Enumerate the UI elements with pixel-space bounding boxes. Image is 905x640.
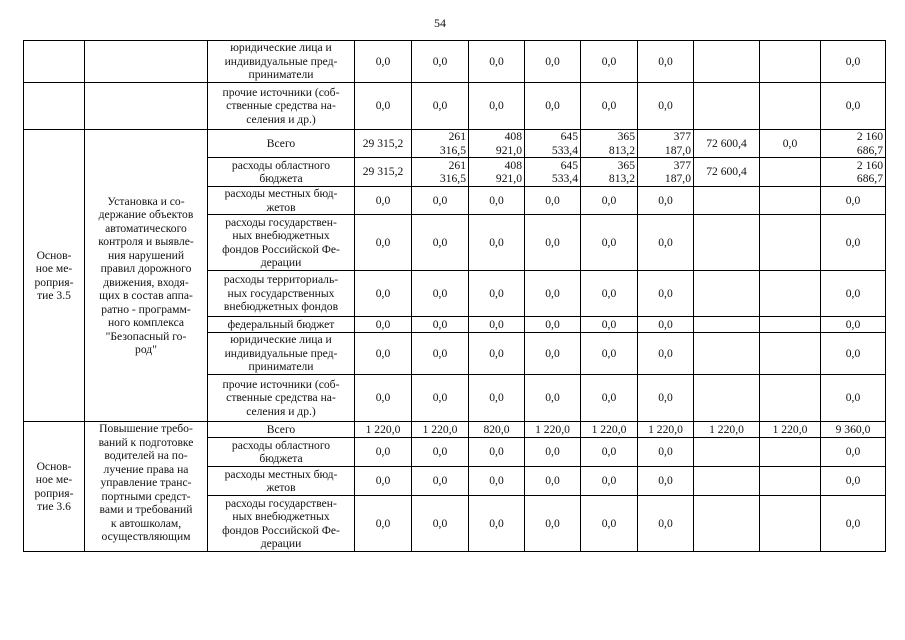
value-cell xyxy=(638,496,694,552)
value-cell xyxy=(355,467,412,496)
value-cell-text: 0,0 xyxy=(375,391,391,405)
value-cell-text: 0,0 xyxy=(375,54,391,68)
value-cell xyxy=(581,422,638,438)
value-cell-text: 0,0 xyxy=(375,445,391,459)
value-cell-text: 0,0 xyxy=(658,317,673,331)
value-cell xyxy=(760,333,821,375)
value-cell xyxy=(694,130,760,158)
value-cell xyxy=(638,130,694,158)
source-cell xyxy=(208,41,355,83)
value-cell xyxy=(821,438,886,467)
value-cell-text: 0,0 xyxy=(375,346,391,360)
value-cell xyxy=(638,271,694,317)
value-cell-text: 0,0 xyxy=(601,99,617,113)
value-cell-text: 0,0 xyxy=(601,235,617,249)
value-cell xyxy=(760,496,821,552)
value-cell xyxy=(355,41,412,83)
value-cell xyxy=(525,438,581,467)
value-cell xyxy=(355,130,412,158)
value-cell xyxy=(355,158,412,187)
value-cell-text: 0,0 xyxy=(601,445,617,459)
source-cell xyxy=(208,215,355,271)
value-cell xyxy=(821,83,886,130)
source-cell xyxy=(208,317,355,333)
value-cell xyxy=(469,375,525,422)
value-cell-text: 0,0 xyxy=(845,317,861,331)
value-cell xyxy=(355,333,412,375)
value-cell xyxy=(355,187,412,215)
value-cell xyxy=(821,158,886,187)
value-cell-text: 0,0 xyxy=(845,99,861,113)
value-cell-text: 0,0 xyxy=(489,99,504,113)
value-cell-text: 0,0 xyxy=(658,235,673,249)
value-cell xyxy=(412,271,469,317)
value-cell xyxy=(412,467,469,496)
value-cell xyxy=(581,130,638,158)
value-cell xyxy=(469,317,525,333)
value-cell xyxy=(821,333,886,375)
measure-code-cell-text: Основ- ное ме- роприя- тие 3.6 xyxy=(34,459,74,513)
value-cell-text: 0,0 xyxy=(658,193,673,207)
value-cell xyxy=(525,467,581,496)
source-cell-text: расходы территориаль- ных государственных внебюджетных фондов xyxy=(223,273,339,314)
value-cell-text: 0,0 xyxy=(545,193,560,207)
code-cell-empty xyxy=(24,41,85,83)
value-cell-text: 0,0 xyxy=(375,286,391,300)
value-cell xyxy=(581,496,638,552)
value-cell xyxy=(412,215,469,271)
value-cell xyxy=(581,41,638,83)
value-cell xyxy=(638,83,694,130)
value-cell xyxy=(525,130,581,158)
value-cell-text: 0,0 xyxy=(489,516,504,530)
value-cell-text: 0,0 xyxy=(845,445,861,459)
value-cell xyxy=(581,83,638,130)
value-cell-text: 0,0 xyxy=(658,286,673,300)
value-cell-text: 1 220,0 xyxy=(535,422,570,436)
value-cell xyxy=(638,422,694,438)
value-cell-text: 0,0 xyxy=(375,516,391,530)
value-cell xyxy=(469,496,525,552)
measure-code-cell xyxy=(24,130,85,422)
measure-name-cell-text: Установка и со- держание объектов автоматического контроля и выявле- ния нарушений правил дорожного движения, входя- щих в состав аппа- ратно - программ- ного комплекса "Безопасный го- род" xyxy=(98,194,194,356)
value-cell-text: 0,0 xyxy=(545,391,560,405)
value-cell-text: 0,0 xyxy=(375,474,391,488)
value-cell-text: 645 533,4 xyxy=(551,130,578,157)
source-cell xyxy=(208,130,355,158)
value-cell-text: 0,0 xyxy=(432,391,448,405)
value-cell-text: 0,0 xyxy=(845,516,861,530)
value-cell-text: 0,0 xyxy=(601,193,617,207)
value-cell xyxy=(412,317,469,333)
value-cell-text: 0,0 xyxy=(432,317,448,331)
value-cell xyxy=(760,467,821,496)
source-cell xyxy=(208,187,355,215)
value-cell xyxy=(355,215,412,271)
source-cell-text: расходы государствен- ных внебюджетных фондов Российской Фе- дерации xyxy=(222,496,340,550)
value-cell-text: 261 316,5 xyxy=(439,130,466,157)
value-cell xyxy=(760,438,821,467)
value-cell-text: 377 187,0 xyxy=(664,130,691,157)
value-cell-text: 0,0 xyxy=(432,445,448,459)
value-cell xyxy=(638,467,694,496)
value-cell-text: 0,0 xyxy=(601,317,617,331)
value-cell-text: 365 813,2 xyxy=(608,158,635,185)
source-cell xyxy=(208,83,355,130)
value-cell-text: 0,0 xyxy=(489,193,504,207)
value-cell xyxy=(694,158,760,187)
value-cell-text: 0,0 xyxy=(432,346,448,360)
value-cell xyxy=(525,41,581,83)
value-cell-text: 0,0 xyxy=(489,235,504,249)
value-cell-text: 0,0 xyxy=(658,99,673,113)
value-cell xyxy=(525,422,581,438)
source-cell-text: федеральный бюджет xyxy=(227,317,335,331)
value-cell-text: 0,0 xyxy=(782,136,798,150)
value-cell xyxy=(694,375,760,422)
measure-name-cell xyxy=(85,130,208,422)
value-cell xyxy=(412,375,469,422)
value-cell xyxy=(694,438,760,467)
source-cell xyxy=(208,375,355,422)
value-cell xyxy=(581,271,638,317)
value-cell xyxy=(581,375,638,422)
value-cell-text: 0,0 xyxy=(432,193,448,207)
value-cell xyxy=(525,83,581,130)
value-cell xyxy=(694,215,760,271)
value-cell-text: 1 220,0 xyxy=(591,422,627,436)
value-cell xyxy=(760,41,821,83)
value-cell xyxy=(412,333,469,375)
value-cell-text: 0,0 xyxy=(601,516,617,530)
value-cell xyxy=(821,317,886,333)
value-cell xyxy=(638,438,694,467)
value-cell xyxy=(469,333,525,375)
value-cell xyxy=(638,187,694,215)
value-cell-text: 0,0 xyxy=(545,286,560,300)
value-cell xyxy=(469,130,525,158)
value-cell xyxy=(760,83,821,130)
value-cell xyxy=(525,333,581,375)
value-cell-text: 0,0 xyxy=(658,346,673,360)
value-cell-text: 9 360,0 xyxy=(835,422,871,436)
name-cell-empty xyxy=(85,83,208,130)
value-cell xyxy=(694,422,760,438)
value-cell xyxy=(760,187,821,215)
value-cell-text: 0,0 xyxy=(545,235,560,249)
page-number: 54 xyxy=(434,16,446,30)
value-cell xyxy=(821,215,886,271)
value-cell-text: 377 187,0 xyxy=(664,158,691,185)
value-cell xyxy=(525,317,581,333)
value-cell-text: 0,0 xyxy=(545,54,560,68)
value-cell-text: 0,0 xyxy=(545,474,560,488)
value-cell-text: 645 533,4 xyxy=(551,158,578,185)
value-cell-text: 0,0 xyxy=(658,516,673,530)
source-cell xyxy=(208,333,355,375)
value-cell xyxy=(760,317,821,333)
value-cell-text: 2 160 686,7 xyxy=(856,158,883,185)
value-cell-text: 0,0 xyxy=(375,317,391,331)
value-cell-text: 0,0 xyxy=(845,346,861,360)
value-cell xyxy=(821,422,886,438)
value-cell xyxy=(638,375,694,422)
value-cell xyxy=(469,271,525,317)
value-cell xyxy=(412,438,469,467)
value-cell xyxy=(469,215,525,271)
value-cell-text: 0,0 xyxy=(601,286,617,300)
value-cell-text: 1 220,0 xyxy=(648,422,683,436)
value-cell-text: 0,0 xyxy=(545,516,560,530)
value-cell-text: 0,0 xyxy=(489,54,504,68)
value-cell xyxy=(355,271,412,317)
value-cell xyxy=(412,158,469,187)
measure-name-cell xyxy=(85,422,208,552)
value-cell xyxy=(581,467,638,496)
value-cell xyxy=(581,187,638,215)
source-cell-text: Всего xyxy=(266,422,296,436)
value-cell xyxy=(469,83,525,130)
value-cell-text: 261 316,5 xyxy=(439,158,466,185)
value-cell xyxy=(581,333,638,375)
value-cell-text: 0,0 xyxy=(489,317,504,331)
value-cell-text: 72 600,4 xyxy=(706,165,747,179)
table-row xyxy=(24,422,886,438)
source-cell-text: прочие источники (соб- ственные средства на- селения и др.) xyxy=(222,377,340,418)
value-cell xyxy=(694,41,760,83)
value-cell xyxy=(412,422,469,438)
value-cell xyxy=(760,422,821,438)
value-cell-text: 1 220,0 xyxy=(422,422,458,436)
value-cell xyxy=(760,215,821,271)
value-cell-text: 1 220,0 xyxy=(772,422,808,436)
value-cell xyxy=(469,422,525,438)
value-cell xyxy=(412,130,469,158)
value-cell-text: 0,0 xyxy=(845,235,861,249)
source-cell xyxy=(208,496,355,552)
value-cell xyxy=(638,41,694,83)
value-cell-text: 820,0 xyxy=(483,422,510,436)
value-cell-text: 0,0 xyxy=(432,286,448,300)
source-cell-text: юридические лица и индивидуальные пред- приниматели xyxy=(224,41,338,82)
value-cell-text: 0,0 xyxy=(489,474,504,488)
value-cell xyxy=(821,41,886,83)
value-cell xyxy=(694,496,760,552)
source-cell-text: расходы местных бюд- жетов xyxy=(224,187,338,214)
value-cell-text: 0,0 xyxy=(601,54,617,68)
value-cell xyxy=(525,375,581,422)
measure-name-cell-text: Повышение требо- ваний к подготовке водителей на по- лучение права на управление транс- портными средст- вами и требований к автошколам, осуществляющим xyxy=(98,422,194,543)
measure-code-cell xyxy=(24,422,85,552)
value-cell-text: 0,0 xyxy=(845,474,861,488)
value-cell xyxy=(469,467,525,496)
value-cell xyxy=(638,215,694,271)
value-cell-text: 0,0 xyxy=(845,286,861,300)
value-cell xyxy=(760,375,821,422)
value-cell xyxy=(821,467,886,496)
value-cell xyxy=(355,422,412,438)
value-cell-text: 0,0 xyxy=(601,391,617,405)
value-cell xyxy=(821,130,886,158)
value-cell xyxy=(581,215,638,271)
value-cell xyxy=(760,130,821,158)
budget-table xyxy=(23,40,886,552)
table-row xyxy=(24,83,886,130)
code-cell-empty xyxy=(24,83,85,130)
value-cell-text: 29 315,2 xyxy=(362,136,404,150)
value-cell-text: 408 921,0 xyxy=(495,130,522,157)
value-cell xyxy=(525,496,581,552)
source-cell-text: Всего xyxy=(266,136,296,150)
value-cell xyxy=(760,158,821,187)
source-cell-text: расходы областного бюджета xyxy=(231,438,331,465)
value-cell xyxy=(760,271,821,317)
measure-code-cell-text: Основ- ное ме- роприя- тие 3.5 xyxy=(34,248,74,302)
value-cell xyxy=(525,271,581,317)
value-cell xyxy=(821,271,886,317)
source-cell-text: расходы местных бюд- жетов xyxy=(224,467,338,494)
value-cell-text: 0,0 xyxy=(545,445,560,459)
source-cell xyxy=(208,271,355,317)
source-cell xyxy=(208,438,355,467)
value-cell xyxy=(581,158,638,187)
source-cell-text: расходы областного бюджета xyxy=(231,158,331,185)
value-cell-text: 0,0 xyxy=(489,391,504,405)
value-cell-text: 0,0 xyxy=(601,474,617,488)
value-cell xyxy=(412,496,469,552)
value-cell xyxy=(412,187,469,215)
value-cell-text: 0,0 xyxy=(845,54,861,68)
value-cell xyxy=(469,41,525,83)
value-cell xyxy=(694,271,760,317)
value-cell xyxy=(694,83,760,130)
table-row xyxy=(24,41,886,83)
value-cell xyxy=(581,438,638,467)
table-body xyxy=(24,41,886,552)
value-cell-text: 365 813,2 xyxy=(608,130,635,157)
value-cell xyxy=(694,467,760,496)
value-cell xyxy=(412,41,469,83)
value-cell xyxy=(355,438,412,467)
source-cell xyxy=(208,422,355,438)
value-cell xyxy=(355,496,412,552)
value-cell xyxy=(525,215,581,271)
source-cell-text: юридические лица и индивидуальные пред- приниматели xyxy=(224,333,338,374)
value-cell-text: 0,0 xyxy=(658,445,673,459)
value-cell-text: 0,0 xyxy=(845,193,861,207)
value-cell xyxy=(821,187,886,215)
value-cell-text: 0,0 xyxy=(489,346,504,360)
value-cell xyxy=(412,83,469,130)
value-cell-text: 0,0 xyxy=(601,346,617,360)
value-cell xyxy=(525,158,581,187)
value-cell xyxy=(581,317,638,333)
value-cell-text: 1 220,0 xyxy=(709,422,744,436)
value-cell xyxy=(694,187,760,215)
source-cell xyxy=(208,467,355,496)
value-cell-text: 0,0 xyxy=(432,235,448,249)
value-cell-text: 0,0 xyxy=(545,346,560,360)
source-cell-text: прочие источники (соб- ственные средства на- селения и др.) xyxy=(222,85,340,126)
value-cell xyxy=(821,496,886,552)
value-cell xyxy=(469,158,525,187)
table-row xyxy=(24,130,886,158)
name-cell-empty xyxy=(85,41,208,83)
value-cell-text: 0,0 xyxy=(658,391,673,405)
value-cell-text: 0,0 xyxy=(658,474,673,488)
value-cell-text: 0,0 xyxy=(489,445,504,459)
value-cell-text: 0,0 xyxy=(489,286,504,300)
value-cell-text: 0,0 xyxy=(432,54,448,68)
value-cell-text: 0,0 xyxy=(432,474,448,488)
value-cell-text: 0,0 xyxy=(658,54,673,68)
value-cell-text: 0,0 xyxy=(432,99,448,113)
value-cell-text: 1 220,0 xyxy=(365,422,401,436)
value-cell-text: 29 315,2 xyxy=(362,165,404,179)
value-cell xyxy=(355,375,412,422)
value-cell-text: 408 921,0 xyxy=(495,158,522,185)
value-cell xyxy=(355,317,412,333)
value-cell-text: 0,0 xyxy=(375,99,391,113)
source-cell xyxy=(208,158,355,187)
value-cell-text: 2 160 686,7 xyxy=(856,130,883,157)
value-cell-text: 0,0 xyxy=(432,516,448,530)
value-cell xyxy=(694,333,760,375)
value-cell-text: 72 600,4 xyxy=(706,136,747,150)
value-cell xyxy=(638,333,694,375)
value-cell xyxy=(638,158,694,187)
value-cell xyxy=(821,375,886,422)
value-cell xyxy=(694,317,760,333)
value-cell-text: 0,0 xyxy=(545,99,560,113)
value-cell xyxy=(638,317,694,333)
value-cell-text: 0,0 xyxy=(545,317,560,331)
value-cell-text: 0,0 xyxy=(375,193,391,207)
source-cell-text: расходы государствен- ных внебюджетных фондов Российской Фе- дерации xyxy=(222,215,340,269)
value-cell xyxy=(525,187,581,215)
value-cell xyxy=(469,438,525,467)
value-cell-text: 0,0 xyxy=(375,235,391,249)
value-cell xyxy=(469,187,525,215)
value-cell-text: 0,0 xyxy=(845,391,861,405)
value-cell xyxy=(355,83,412,130)
